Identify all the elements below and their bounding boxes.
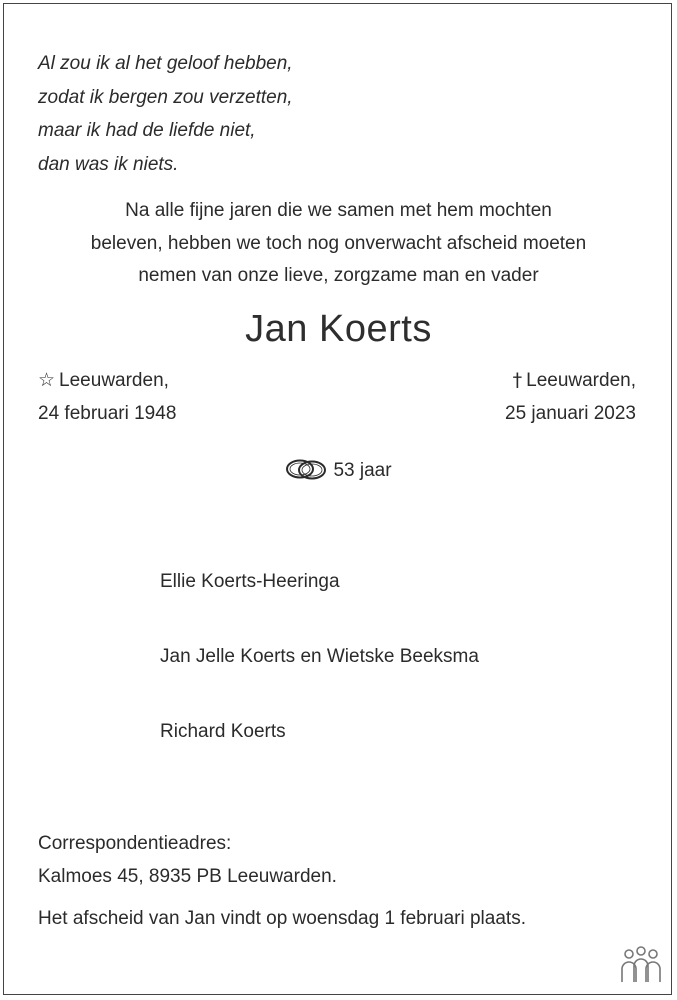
intro-text xyxy=(0,195,677,293)
deceased-name: Jan Koerts xyxy=(245,308,432,350)
wedding-rings-icon xyxy=(285,458,327,491)
birth-info xyxy=(38,364,176,430)
marriage-info xyxy=(0,455,677,491)
farewell-notice: Het afscheid van Jan vindt op woensdag 1 februari plaats. xyxy=(38,908,526,929)
intro-line: nemen van onze lieve, zorgzame man en vader xyxy=(138,265,539,286)
poem xyxy=(38,47,293,181)
people-group-logo-icon xyxy=(617,945,665,985)
correspondence-address xyxy=(38,828,337,893)
cross-icon: † xyxy=(512,369,523,391)
family-member: Richard Koerts xyxy=(160,721,286,742)
family-member: Ellie Koerts-Heeringa xyxy=(160,571,340,592)
intro-line: Na alle fijne jaren die we samen met hem mochten xyxy=(125,200,552,221)
death-info xyxy=(505,364,636,430)
poem-line: Al zou ik al het geloof hebben, xyxy=(38,53,293,74)
intro-line: beleven, hebben we toch nog onverwacht afscheid moeten xyxy=(90,232,587,254)
poem-line: maar ik had de liefde niet, xyxy=(38,120,256,141)
correspondence-label: Correspondentieadres: xyxy=(38,833,232,854)
poem-line: dan was ik niets. xyxy=(38,153,179,175)
marriage-duration: 53 jaar xyxy=(333,460,392,481)
address-line: Kalmoes 45, 8935 PB Leeuwarden. xyxy=(38,865,337,887)
poem-line: zodat ik bergen zou verzetten, xyxy=(38,86,293,108)
birth-place: Leeuwarden, xyxy=(59,370,169,391)
family-member: Jan Jelle Koerts en Wietske Beeksma xyxy=(160,646,479,667)
star-icon: ☆ xyxy=(38,369,56,391)
death-place: Leeuwarden, xyxy=(526,370,636,391)
birth-date: 24 februari 1948 xyxy=(38,402,177,424)
death-date: 25 januari 2023 xyxy=(505,402,636,424)
